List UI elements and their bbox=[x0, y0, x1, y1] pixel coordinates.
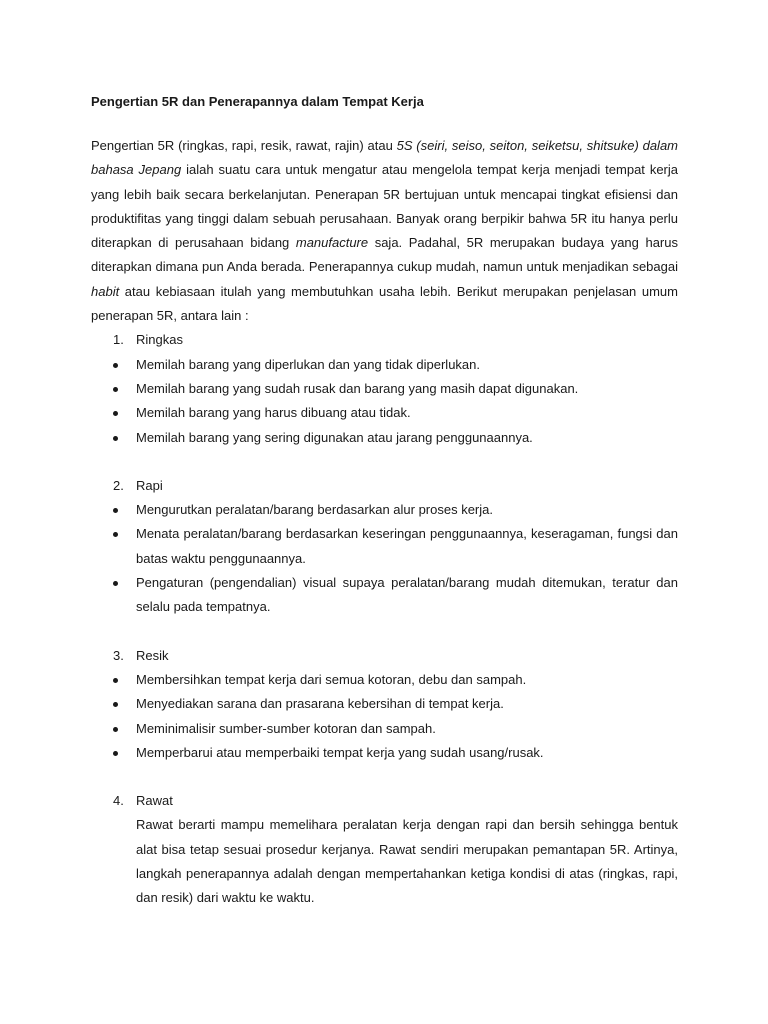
list-item: Memilah barang yang diperlukan dan yang tidak diperlukan. bbox=[91, 353, 678, 377]
intro-paragraph bbox=[91, 134, 678, 328]
bullet-list bbox=[91, 353, 678, 450]
list-item: Menata peralatan/barang berdasarkan keseringan penggunaannya, keseragaman, fungsi dan batas waktu penggunaannya. bbox=[91, 522, 678, 571]
bullet-list bbox=[91, 668, 678, 765]
section-rapi bbox=[91, 474, 678, 620]
document-page bbox=[91, 92, 678, 911]
list-item: Memilah barang yang sering digunakan atau jarang penggunaannya. bbox=[91, 426, 678, 450]
bullet-icon bbox=[113, 508, 118, 513]
bullet-icon bbox=[113, 387, 118, 392]
section-number: 2. bbox=[113, 477, 124, 493]
list-item: Membersihkan tempat kerja dari semua kotoran, debu dan sampah. bbox=[91, 668, 678, 692]
section-paragraph: Rawat berarti mampu memelihara peralatan kerja dengan rapi dan bersih sehingga bentuk alat bisa tetap sesuai prosedur kerjanya. Rawat sendiri merupakan pemantapan 5R. Artinya, langkah penerapannya adalah dengan mempertahankan ketiga kondisi di atas (ringkas, rapi, dan resik) dari waktu ke waktu. bbox=[136, 817, 678, 906]
intro-text-3: saja. Padahal, 5R merupakan budaya yang harus diterapkan dimana pun Anda berada. Penerapannya cukup mudah, namun untuk menjadikan sebagai bbox=[91, 235, 678, 275]
spacer bbox=[91, 450, 678, 474]
bullet-icon bbox=[113, 702, 118, 707]
list-item: Memilah barang yang harus dibuang atau tidak. bbox=[91, 401, 678, 425]
list-item: Memilah barang yang sudah rusak dan barang yang masih dapat digunakan. bbox=[91, 377, 678, 401]
list-item: Meminimalisir sumber-sumber kotoran dan sampah. bbox=[91, 717, 678, 741]
section-ringkas bbox=[91, 328, 678, 449]
section-rawat bbox=[91, 789, 678, 910]
intro-text-1: Pengertian 5R (ringkas, rapi, resik, rawat, rajin) atau bbox=[91, 138, 397, 153]
section-heading: Ringkas bbox=[136, 332, 183, 348]
document-title: Pengertian 5R dan Penerapannya dalam Tempat Kerja bbox=[91, 94, 424, 109]
section-heading: Resik bbox=[136, 647, 169, 663]
spacer bbox=[91, 765, 678, 789]
section-number: 1. bbox=[113, 332, 124, 348]
intro-italic-1: 5S (seiri, seiso, seiton, seiketsu, shitsuke) dalam bahasa Jepang bbox=[91, 138, 679, 178]
intro-text-4: atau kebiasaan itulah yang membutuhkan usaha lebih. Berikut merupakan penjelasan umum penerapan 5R, antara lain : bbox=[91, 283, 678, 324]
bullet-icon bbox=[113, 411, 118, 416]
bullet-icon bbox=[113, 678, 118, 683]
section-number: 3. bbox=[113, 647, 124, 663]
bullet-icon bbox=[113, 727, 118, 732]
list-item: Menyediakan sarana dan prasarana kebersihan di tempat kerja. bbox=[91, 692, 678, 716]
list-item: Memperbarui atau memperbaiki tempat kerja yang sudah usang/rusak. bbox=[91, 741, 678, 765]
bullet-icon bbox=[113, 751, 118, 756]
list-item: Mengurutkan peralatan/barang berdasarkan alur proses kerja. bbox=[91, 498, 678, 522]
intro-text-2: ialah suatu cara untuk mengatur atau mengelola tempat kerja menjadi tempat kerja yang lebih baik secara berkelanjutan. Penerapan 5R bertujuan untuk mencapai tingkat efisiensi dan produktifitas yang tinggi dalam sebuah perusahaan. Banyak orang berpikir bahwa 5R itu hanya perlu diterapkan di perusahaan bidang bbox=[91, 162, 678, 251]
section-heading: Rawat bbox=[136, 793, 173, 809]
section-number: 4. bbox=[113, 793, 124, 809]
intro-italic-2: manufacture bbox=[295, 235, 369, 251]
spacer bbox=[91, 620, 678, 644]
list-item: Pengaturan (pengendalian) visual supaya peralatan/barang mudah ditemukan, teratur dan selalu pada tempatnya. bbox=[91, 571, 678, 620]
bullet-icon bbox=[113, 436, 118, 441]
bullet-list bbox=[91, 498, 678, 619]
section-heading: Rapi bbox=[136, 477, 163, 493]
bullet-icon bbox=[113, 532, 118, 537]
section-resik bbox=[91, 644, 678, 765]
bullet-icon bbox=[113, 581, 118, 586]
bullet-icon bbox=[113, 363, 118, 368]
intro-italic-3: habit bbox=[91, 283, 120, 299]
